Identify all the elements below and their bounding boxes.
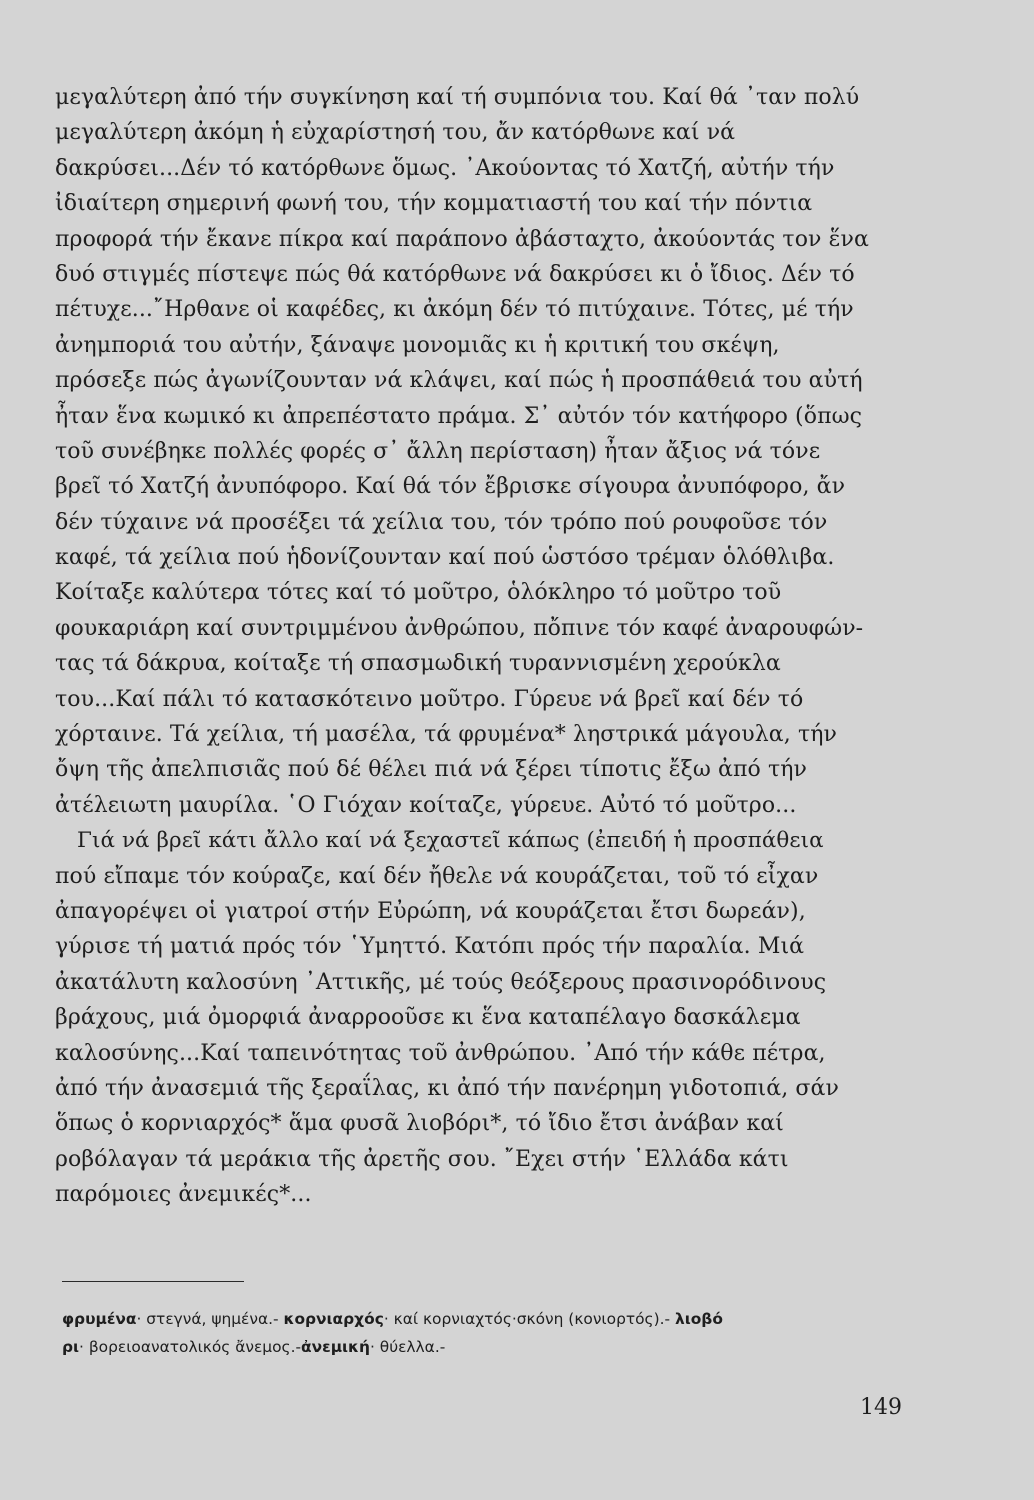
text-line: πρόσεξε πώς ἀγωνίζουνταν νά κλάψει, καί πώς ἡ προσπάθειά του αὐτή [55, 368, 863, 394]
text-line: προφορά τήν ἔκανε πίκρα καί παράπονο ἀβάσταχτο, ἀκούοντάς τον ἕνα [55, 226, 869, 252]
text-line: βράχους, μιά ὀμορφιά ἀναρροοῦσε κι ἕνα καταπέλαγο δασκάλεμα [55, 1005, 801, 1031]
text-line: ἰδιαίτερη σημερινή φωνή του, τήν κομματιαστή του καί τήν πόντια [55, 191, 813, 217]
text-line: καφέ, τά χείλια πού ἡδονίζουνταν καί πού ὡστόσο τρέμαν ὁλόθλιβα. [55, 545, 835, 571]
text-line: ὄψη τῆς ἀπελπισιᾶς πού δέ θέλει πιά νά ξέρει τίποτις ἔξω ἀπό τήν [55, 757, 807, 783]
footnote-term: λιοβό [674, 1310, 723, 1328]
text-line: Κοίταξε καλύτερα τότες καί τό μοῦτρο, ὁλόκληρο τό μοῦτρο τοῦ [55, 580, 782, 606]
text-line: ὅπως ὁ κορνιαρχός* ἅμα φυσᾶ λιοβόρι*, τό ἴδιο ἔτσι ἀνάβαν καί [55, 1111, 784, 1137]
text-line: ἀπό τήν ἀνασεμιά τῆς ξεραΐλας, κι ἀπό τήν πανέρημη γιδοτοπιά, σάν [55, 1075, 839, 1101]
text-line: ἀνημποριά του αὐτήν, ξάναψε μονομιᾶς κι ἡ κριτική του σκέψη, [55, 332, 780, 358]
footnote-definition: · βορειοανατολικός ἄνεμος.- [79, 1338, 302, 1356]
text-line: δυό στιγμές πίστεψε πώς θά κατόρθωνε νά δακρύσει κι ὁ ἴδιος. Δέν τό [55, 261, 855, 287]
text-line: δακρύσει...Δέν τό κατόρθωνε ὅμως. ᾽Ακούοντας τό Χατζή, αὐτήν τήν [55, 155, 835, 181]
text-line: πού εἴπαμε τόν κούραζε, καί δέν ἤθελε νά κουράζεται, τοῦ τό εἶχαν [55, 863, 819, 889]
text-line: μεγαλύτερη ἀπό τήν συγκίνηση καί τή συμπόνια του. Καί θά ᾽ταν πολύ [55, 85, 860, 110]
footnote-term: ἀνεμική [301, 1338, 370, 1356]
text-line: τας τά δάκρυα, κοίταξε τή σπασμωδική τυραννισμένη χερούκλα [55, 651, 781, 677]
text-line: χόρταινε. Τά χείλια, τή μασέλα, τά φρυμένα* ληστρικά μάγουλα, τήν [55, 722, 837, 748]
text-line: γύρισε τή ματιά πρός τόν ῾Υμηττό. Κατόπι πρός τήν παραλία. Μιά [55, 934, 805, 960]
text-line: του...Καί πάλι τό κατασκότεινο μοῦτρο. Γύρευε νά βρεῖ καί δέν τό [55, 686, 804, 712]
text-line: πέτυχε...῎Ηρθανε οἱ καφέδες, κι ἀκόμη δέν τό πιτύχαινε. Τότες, μέ τήν [55, 297, 854, 323]
text-line: Γιά νά βρεῖ κάτι ἄλλο καί νά ξεχαστεῖ κάπως (ἐπειδή ἡ προσπάθεια [77, 828, 824, 854]
text-line: φουκαριάρη καί συντριμμένου ἀνθρώπου, πὄπινε τόν καφέ ἀναρουφών- [55, 615, 864, 641]
footnote-definition: · στεγνά, ψημένα.- [136, 1310, 284, 1328]
text-line: ἀκατάλυτη καλοσύνη ᾽Αττικῆς, μέ τούς θεόξερους πρασινορόδινους [55, 969, 827, 995]
footnote-term: ρι [62, 1338, 80, 1356]
footnote-line [62, 1305, 912, 1333]
footnote-definition: · θύελλα.- [369, 1338, 446, 1356]
text-line: καλοσύνης...Καί ταπεινότητας τοῦ ἀνθρώπου. ᾽Από τήν κάθε πέτρα, [55, 1040, 826, 1066]
text-line: δέν τύχαινε νά προσέξει τά χείλια του, τόν τρόπο πού ρουφοῦσε τόν [55, 509, 828, 535]
text-line: ροβόλαγαν τά μεράκια τῆς ἀρετῆς σου. ῎Εχει στήν ῾Ελλάδα κάτι [55, 1146, 789, 1172]
body-text [55, 80, 901, 1213]
footnotes [62, 1305, 912, 1361]
footnote-definition: · καί κορνιαχτός·σκόνη (κονιορτός).- [383, 1310, 675, 1328]
footnote-term: φρυμένα [62, 1310, 137, 1328]
page-number: 149 [860, 1395, 902, 1420]
text-line: ἀπαγορέψει οἱ γιατροί στήν Εὐρώπη, νά κουράζεται ἔτσι δωρεάν), [55, 898, 806, 924]
text-line: ἀτέλειωτη μαυρίλα. ῾Ο Γιόχαν κοίταζε, γύρευε. Αὐτό τό μοῦτρο... [55, 792, 797, 818]
footnote-rule [62, 1281, 244, 1282]
text-line: τοῦ συνέβηκε πολλές φορές σ᾽ ἄλλη περίσταση) ἦταν ἄξιος νά τόνε [55, 438, 821, 464]
text-line: ἦταν ἕνα κωμικό κι ἀπρεπέστατο πράμα. Σ᾽ αὐτόν τόν κατήφορο (ὅπως [55, 403, 863, 429]
text-line: παρόμοιες ἀνεμικές*... [55, 1182, 312, 1208]
footnote-line [62, 1333, 912, 1361]
text-line: βρεῖ τό Χατζή ἀνυπόφορο. Καί θά τόν ἔβρισκε σίγουρα ἀνυπόφορο, ἄν [55, 474, 846, 500]
text-line: μεγαλύτερη ἀκόμη ἡ εὐχαρίστησή του, ἄν κατόρθωνε καί νά [55, 120, 736, 146]
footnote-term: κορνιαρχός [283, 1310, 384, 1328]
